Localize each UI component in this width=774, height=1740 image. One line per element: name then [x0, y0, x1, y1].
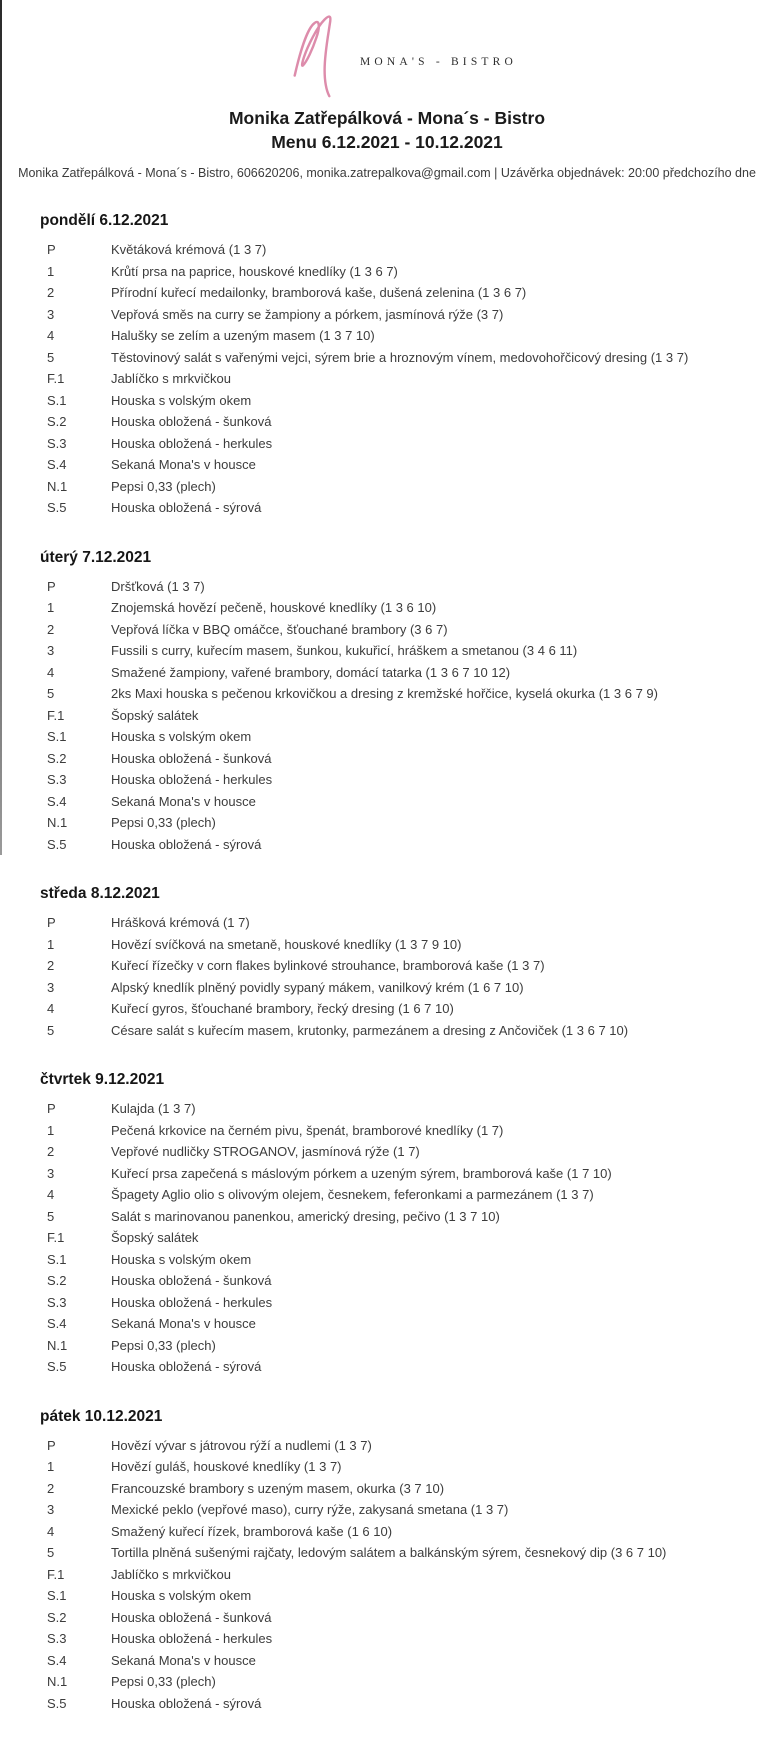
menu-item-code: P [47, 1101, 56, 1117]
menu-item-code: 2 [47, 621, 55, 637]
menu-item-text: Vepřová směs na curry se žampiony a pórkem, jasmínová rýže (3 7) [111, 306, 504, 322]
menu-row [0, 1650, 774, 1672]
menu-item-code: 5 [47, 349, 55, 365]
menu-row [0, 662, 774, 684]
menu-row [0, 1098, 774, 1120]
menu-row [0, 1249, 774, 1271]
menu-item-text: Houska obložená - herkules [111, 772, 273, 788]
menu-item-text: Salát s marinovanou panenkou, americký dresing, pečivo (1 3 7 10) [111, 1208, 500, 1224]
menu-item-code: F.1 [47, 707, 65, 723]
menu-item-code: 4 [47, 664, 55, 680]
menu-item-code: 2 [47, 958, 55, 974]
menu-item-text: Houska obložená - sýrová [111, 1359, 262, 1375]
day-rows [0, 239, 774, 519]
menu-row [0, 955, 774, 977]
menu-item-text: Jablíčko s mrkvičkou [111, 371, 231, 387]
menu-item-text: Houska obložená - šunková [111, 414, 272, 430]
menu-item-text: Znojemská hovězí pečeně, houskové knedlíky (1 3 6 10) [111, 600, 437, 616]
menu-row [0, 261, 774, 283]
day-section [0, 549, 774, 856]
menu-item-text: Houska obložená - sýrová [111, 836, 262, 852]
menu-item-text: Pepsi 0,33 (plech) [111, 815, 216, 831]
day-title: pátek 10.12.2021 [40, 1407, 163, 1425]
menu-item-code: S.1 [47, 1251, 67, 1267]
menu-item-text: Halušky se zelím a uzeným masem (1 3 7 10) [111, 328, 375, 344]
menu-row [0, 282, 774, 304]
menu-item-text: Houska obložená - šunková [111, 750, 272, 766]
menu-row [0, 368, 774, 390]
menu-item-code: P [47, 242, 56, 258]
menu-item-code: 3 [47, 306, 55, 322]
menu-row [0, 1184, 774, 1206]
logo-wordmark: MONA'S - BISTRO [359, 56, 518, 68]
menu-item-code: 2 [47, 1144, 55, 1160]
menu-row [0, 1564, 774, 1586]
day-rows [0, 1098, 774, 1378]
menu-item-code: 2 [47, 1480, 55, 1496]
menu-item-text: Mexické peklo (vepřové maso), curry rýže, zakysaná smetana (1 3 7) [111, 1502, 509, 1518]
menu-item-code: S.4 [47, 793, 67, 809]
menu-item-text: Houska s volským okem [111, 1588, 252, 1604]
menu-item-code: 5 [47, 1545, 55, 1561]
menu-row [0, 912, 774, 934]
page-title [0, 106, 774, 154]
menu-row [0, 454, 774, 476]
day-section [0, 212, 774, 519]
menu-row [0, 347, 774, 369]
menu-row [0, 1227, 774, 1249]
menu-item-text: Césare salát s kuřecím masem, krutonky, parmezánem a dresing z Ančoviček (1 3 6 7 10) [111, 1022, 629, 1038]
menu-item-text: Kuřecí řízečky v corn flakes bylinkové strouhance, bramborová kaše (1 3 7) [111, 958, 545, 974]
menu-item-text: 2ks Maxi houska s pečenou krkovičkou a dresing z kremžské hořčice, kyselá okurka (1 3 6 7 9) [111, 686, 658, 702]
menu-item-text: Vepřové nudličky STROGANOV, jasmínová rýže (1 7) [111, 1144, 420, 1160]
menu-row [0, 325, 774, 347]
menu-item-code: S.5 [47, 1695, 67, 1711]
menu-row [0, 619, 774, 641]
menu-item-text: Alpský knedlík plněný povidly sypaný mákem, vanilkový krém (1 6 7 10) [111, 979, 524, 995]
menu-row [0, 1292, 774, 1314]
menu-row [0, 1270, 774, 1292]
menu-row [0, 683, 774, 705]
menu-item-code: F.1 [47, 1566, 65, 1582]
menu-row [0, 1671, 774, 1693]
menu-item-text: Hovězí svíčková na smetaně, houskové knedlíky (1 3 7 9 10) [111, 936, 462, 952]
menu-item-text: Těstovinový salát s vařenými vejci, sýrem brie a hroznovým vínem, medovohořčicový dresing (1 3 7) [111, 349, 689, 365]
menu-row [0, 1435, 774, 1457]
menu-item-text: Pečená krkovice na černém pivu, špenát, bramborové knedlíky (1 7) [111, 1122, 504, 1138]
menu-item-text: Smažený kuřecí řízek, bramborová kaše (1 6 10) [111, 1523, 393, 1539]
menu-item-code: N.1 [47, 1674, 68, 1690]
menu-item-text: Hovězí vývar s játrovou rýží a nudlemi (1 3 7) [111, 1437, 372, 1453]
menu-item-code: 1 [47, 1459, 55, 1475]
menu-item-code: 5 [47, 1022, 55, 1038]
menu-item-code: 1 [47, 600, 55, 616]
menu-item-code: 1 [47, 1122, 55, 1138]
bistro-logo [16, 12, 774, 98]
menu-row [0, 1020, 774, 1042]
menu-item-text: Sekaná Mona's v housce [111, 457, 256, 473]
menu-item-text: Pepsi 0,33 (plech) [111, 1337, 216, 1353]
menu-item-code: 5 [47, 686, 55, 702]
menu-item-text: Hovězí guláš, houskové knedlíky (1 3 7) [111, 1459, 342, 1475]
menu-item-code: S.2 [47, 1609, 67, 1625]
menu-item-code: N.1 [47, 1337, 68, 1353]
menu-item-text: Špagety Aglio olio s olivovým olejem, česnekem, feferonkami a parmezánem (1 3 7) [111, 1187, 594, 1203]
menu-item-text: Šopský salátek [111, 1230, 199, 1246]
menu-item-code: P [47, 578, 56, 594]
menu-row [0, 812, 774, 834]
menu-row [0, 977, 774, 999]
menu-item-text: Jablíčko s mrkvičkou [111, 1566, 231, 1582]
menu-days [0, 212, 774, 1714]
menu-item-text: Houska s volským okem [111, 729, 252, 745]
menu-row [0, 1628, 774, 1650]
day-rows [0, 912, 774, 1041]
menu-row [0, 239, 774, 261]
menu-item-code: S.2 [47, 1273, 67, 1289]
menu-item-code: 5 [47, 1208, 55, 1224]
menu-item-code: 3 [47, 1502, 55, 1518]
menu-item-text: Houska obložená - herkules [111, 1294, 273, 1310]
page-title-line2: Menu 6.12.2021 - 10.12.2021 [271, 132, 503, 152]
menu-row [0, 1542, 774, 1564]
menu-row [0, 1521, 774, 1543]
day-title: úterý 7.12.2021 [40, 548, 152, 566]
menu-item-code: N.1 [47, 478, 68, 494]
menu-item-code: 1 [47, 263, 55, 279]
menu-row [0, 998, 774, 1020]
menu-item-code: 4 [47, 1187, 55, 1203]
menu-row [0, 834, 774, 856]
menu-item-text: Vepřová líčka v BBQ omáčce, šťouchané brambory (3 6 7) [111, 621, 448, 637]
menu-row [0, 1607, 774, 1629]
day-rows [0, 1435, 774, 1715]
menu-item-text: Houska obložená - šunková [111, 1273, 272, 1289]
logo-monogram-path [295, 17, 331, 97]
menu-item-text: Houska obložená - šunková [111, 1609, 272, 1625]
menu-row [0, 791, 774, 813]
menu-item-code: F.1 [47, 1230, 65, 1246]
menu-item-code: 4 [47, 1001, 55, 1017]
menu-row [0, 576, 774, 598]
menu-item-code: 2 [47, 285, 55, 301]
menu-item-text: Tortilla plněná sušenými rajčaty, ledovým salátem a balkánským sýrem, česnekový dip (3 6 7 10) [111, 1545, 667, 1561]
menu-item-text: Sekaná Mona's v housce [111, 793, 256, 809]
menu-item-text: Sekaná Mona's v housce [111, 1316, 256, 1332]
menu-item-text: Kuřecí gyros, šťouchané brambory, řecký dresing (1 6 7 10) [111, 1001, 454, 1017]
page-title-line1: Monika Zatřepálková - Mona´s - Bistro [228, 108, 546, 128]
menu-item-code: S.3 [47, 1631, 67, 1647]
menu-item-text: Pepsi 0,33 (plech) [111, 1674, 216, 1690]
menu-item-code: S.2 [47, 750, 67, 766]
menu-row [0, 934, 774, 956]
menu-row [0, 1478, 774, 1500]
menu-item-code: S.5 [47, 1359, 67, 1375]
menu-item-text: Kuřecí prsa zapečená s máslovým pórkem a uzeným sýrem, bramborová kaše (1 7 10) [111, 1165, 612, 1181]
menu-row [0, 769, 774, 791]
day-rows [0, 576, 774, 856]
menu-row [0, 304, 774, 326]
menu-item-text: Houska s volským okem [111, 1251, 252, 1267]
menu-row [0, 1499, 774, 1521]
menu-item-code: 4 [47, 1523, 55, 1539]
menu-item-code: 4 [47, 328, 55, 344]
menu-item-text: Dršťková (1 3 7) [111, 578, 205, 594]
menu-item-text: Krůtí prsa na paprice, houskové knedlíky (1 3 6 7) [111, 263, 398, 279]
menu-item-text: Hrášková krémová (1 7) [111, 915, 250, 931]
menu-row [0, 1163, 774, 1185]
menu-item-text: Fussili s curry, kuřecím masem, šunkou, kukuřicí, hráškem a smetanou (3 4 6 11) [111, 643, 578, 659]
menu-item-text: Sekaná Mona's v housce [111, 1652, 256, 1668]
day-section [0, 1408, 774, 1715]
menu-row [0, 597, 774, 619]
day-title: čtvrtek 9.12.2021 [40, 1071, 165, 1088]
menu-item-code: 3 [47, 1165, 55, 1181]
menu-row [0, 1120, 774, 1142]
menu-item-text: Pepsi 0,33 (plech) [111, 478, 216, 494]
menu-row [0, 1456, 774, 1478]
menu-item-text: Houska obložená - sýrová [111, 500, 262, 516]
menu-item-code: S.2 [47, 414, 67, 430]
menu-item-code: S.5 [47, 500, 67, 516]
menu-row [0, 726, 774, 748]
menu-item-code: S.1 [47, 1588, 67, 1604]
menu-item-text: Smažené žampiony, vařené brambory, domácí tatarka (1 3 6 7 10 12) [111, 664, 511, 680]
menu-item-code: P [47, 1437, 56, 1453]
menu-item-text: Šopský salátek [111, 707, 199, 723]
menu-row [0, 1206, 774, 1228]
page-header [0, 0, 774, 180]
menu-item-code: S.3 [47, 435, 67, 451]
menu-item-code: S.1 [47, 392, 67, 408]
menu-row [0, 1585, 774, 1607]
menu-row [0, 1356, 774, 1378]
menu-row [0, 748, 774, 770]
menu-item-code: P [47, 915, 56, 931]
menu-item-text: Houska s volským okem [111, 392, 252, 408]
day-section [0, 1071, 774, 1378]
menu-row [0, 476, 774, 498]
menu-row [0, 1141, 774, 1163]
menu-item-code: N.1 [47, 815, 68, 831]
menu-row [0, 1313, 774, 1335]
contact-line: Monika Zatřepálková - Mona´s - Bistro, 606620206, monika.zatrepalkova@gmail.com | Uzávěrka objednávek: 20:00 předchozího dne [18, 166, 756, 180]
menu-item-code: S.5 [47, 836, 67, 852]
day-title: pondělí 6.12.2021 [40, 212, 169, 229]
menu-item-text: Kulajda (1 3 7) [111, 1101, 196, 1117]
menu-row [0, 390, 774, 412]
menu-item-code: F.1 [47, 371, 65, 387]
menu-row [0, 433, 774, 455]
menu-item-text: Květáková krémová (1 3 7) [111, 242, 267, 258]
menu-row [0, 1693, 774, 1715]
menu-item-code: 3 [47, 643, 55, 659]
menu-row [0, 497, 774, 519]
menu-row [0, 1335, 774, 1357]
menu-item-code: S.3 [47, 1294, 67, 1310]
menu-item-text: Houska obložená - sýrová [111, 1695, 262, 1711]
menu-item-text: Přírodní kuřecí medailonky, bramborová kaše, dušená zelenina (1 3 6 7) [111, 285, 527, 301]
menu-item-code: 1 [47, 936, 55, 952]
menu-item-code: S.4 [47, 1652, 67, 1668]
menu-row [0, 411, 774, 433]
menu-item-code: S.4 [47, 457, 67, 473]
menu-item-text: Houska obložená - herkules [111, 435, 273, 451]
menu-item-text: Houska obložená - herkules [111, 1631, 273, 1647]
menu-row [0, 640, 774, 662]
window-edge-line [0, 0, 2, 855]
logo-monogram-m-icon [289, 12, 349, 98]
menu-item-code: S.3 [47, 772, 67, 788]
menu-item-code: S.4 [47, 1316, 67, 1332]
menu-item-text: Francouzské brambory s uzeným masem, okurka (3 7 10) [111, 1480, 445, 1496]
menu-row [0, 705, 774, 727]
menu-item-code: S.1 [47, 729, 67, 745]
day-title: středa 8.12.2021 [40, 885, 160, 902]
menu-item-code: 3 [47, 979, 55, 995]
day-section [0, 885, 774, 1041]
